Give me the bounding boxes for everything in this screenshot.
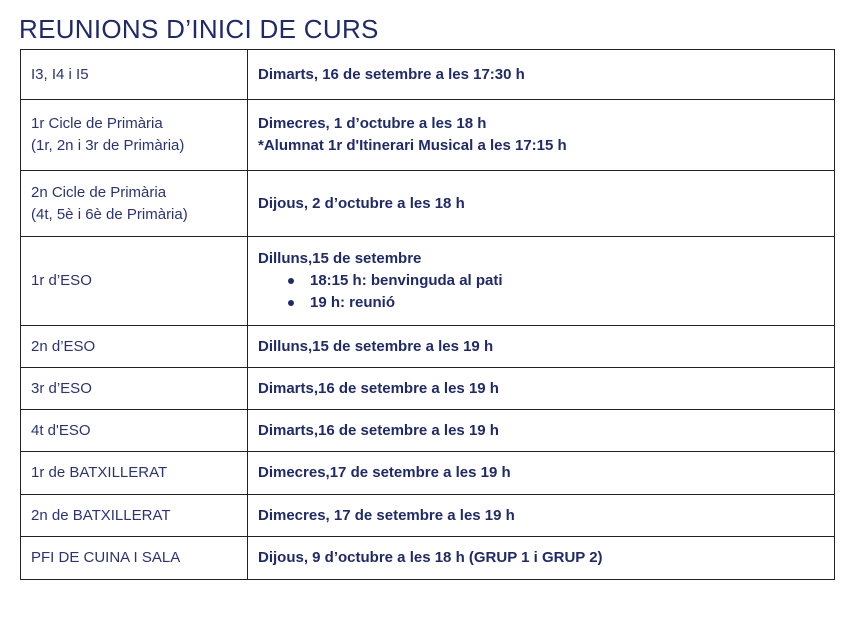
group-label: 1r d’ESO xyxy=(31,272,92,289)
date-cell xyxy=(248,452,835,495)
meeting-date: Dimecres,17 de setembre a les 19 h xyxy=(258,464,511,481)
table-row xyxy=(21,495,835,537)
group-sublabel: (4t, 5è i 6è de Primària) xyxy=(31,205,188,223)
group-cell xyxy=(21,537,248,580)
table-row xyxy=(21,452,835,495)
table-row xyxy=(21,537,835,580)
meeting-schedule-list xyxy=(258,270,824,314)
group-cell xyxy=(21,410,248,452)
group-cell xyxy=(21,237,248,326)
table-row xyxy=(21,50,835,100)
meeting-date: Dimarts,16 de setembre a les 19 h xyxy=(258,421,499,439)
group-cell xyxy=(21,452,248,495)
meetings-table xyxy=(20,49,835,580)
meeting-date: Dimecres, 1 d’octubre a les 18 h xyxy=(258,115,487,132)
meeting-date: Dilluns,15 de setembre xyxy=(258,250,422,267)
date-cell xyxy=(248,537,835,580)
group-cell xyxy=(21,171,248,237)
date-cell xyxy=(248,368,835,410)
date-cell xyxy=(248,171,835,237)
group-label: 2n de BATXILLERAT xyxy=(31,506,171,524)
group-label: 3r d’ESO xyxy=(31,379,92,397)
group-cell xyxy=(21,368,248,410)
meeting-date: Dimecres, 17 de setembre a les 19 h xyxy=(258,506,515,524)
date-cell xyxy=(248,50,835,100)
table-row xyxy=(21,100,835,171)
meeting-note: *Alumnat 1r d'Itinerari Musical a les 17:15 h xyxy=(258,137,567,154)
meeting-date: Dimarts,16 de setembre a les 19 h xyxy=(258,379,499,397)
meeting-date: Dijous, 2 d’octubre a les 18 h xyxy=(258,194,465,212)
date-cell xyxy=(248,495,835,537)
group-cell xyxy=(21,50,248,100)
table-row xyxy=(21,410,835,452)
date-cell xyxy=(248,326,835,368)
table-row xyxy=(21,368,835,410)
group-sublabel: (1r, 2n i 3r de Primària) xyxy=(31,137,185,154)
group-cell xyxy=(21,100,248,171)
meeting-date: Dilluns,15 de setembre a les 19 h xyxy=(258,337,494,355)
group-label: PFI DE CUINA I SALA xyxy=(31,549,181,566)
table-row xyxy=(21,237,835,326)
table-row xyxy=(21,171,835,237)
group-cell xyxy=(21,326,248,368)
group-label: I3, I4 i I5 xyxy=(31,65,89,83)
group-label: 2n d’ESO xyxy=(31,337,96,355)
list-item: 19 h: reunió xyxy=(288,292,824,314)
group-cell xyxy=(21,495,248,537)
table-row xyxy=(21,326,835,368)
meeting-date: Dimarts, 16 de setembre a les 17:30 h xyxy=(258,65,525,83)
group-label: 2n Cicle de Primària xyxy=(31,183,167,201)
group-label: 1r de BATXILLERAT xyxy=(31,464,168,481)
group-label: 1r Cicle de Primària xyxy=(31,115,163,132)
date-cell xyxy=(248,237,835,326)
date-cell xyxy=(248,410,835,452)
list-item: 18:15 h: benvinguda al pati xyxy=(288,270,824,292)
date-cell xyxy=(248,100,835,171)
meeting-date: Dijous, 9 d’octubre a les 18 h (GRUP 1 i GRUP 2) xyxy=(258,549,603,566)
group-label: 4t d'ESO xyxy=(31,421,91,439)
page-title: REUNIONS D’INICI DE CURS xyxy=(19,14,379,44)
